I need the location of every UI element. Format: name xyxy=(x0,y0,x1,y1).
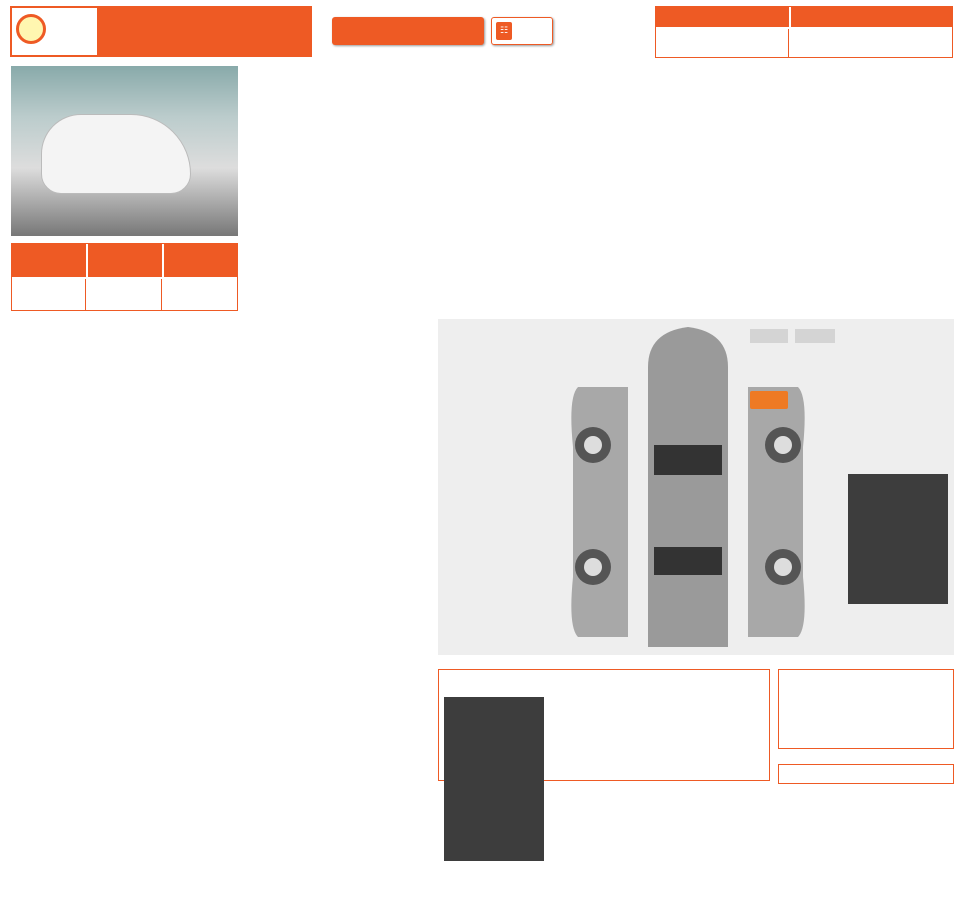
inside-outside-label xyxy=(750,329,788,343)
event-no-value xyxy=(656,29,789,57)
pickup-box xyxy=(778,669,954,749)
out-of-stock-label xyxy=(795,329,835,343)
car-top-body xyxy=(648,327,728,647)
group-label xyxy=(12,244,86,277)
car-left-side xyxy=(571,387,628,637)
car-right-side xyxy=(748,387,805,637)
special-badge[interactable] xyxy=(750,391,788,409)
side-windows-panel xyxy=(848,474,948,604)
item-no-label xyxy=(791,7,953,27)
windshield-shape xyxy=(654,445,722,475)
interior-label xyxy=(164,244,237,277)
header-banner xyxy=(10,6,312,57)
hub-rl xyxy=(584,558,602,576)
pdf-icon: ☷ xyxy=(496,22,512,40)
logo xyxy=(12,8,97,55)
rear-window-shape xyxy=(654,547,722,575)
crew-value xyxy=(778,764,954,784)
group-value xyxy=(12,279,86,310)
evaluation-box xyxy=(11,243,238,311)
hub-fl xyxy=(584,436,602,454)
maintenance-history-button[interactable] xyxy=(332,17,484,45)
event-no-label xyxy=(656,7,789,27)
output-pdf-button[interactable] xyxy=(491,17,553,45)
car-image xyxy=(41,114,191,194)
score-label xyxy=(88,244,162,277)
hub-rr xyxy=(774,558,792,576)
interior-value xyxy=(164,279,237,310)
logo-ring-icon xyxy=(16,14,46,44)
score-value xyxy=(88,279,162,310)
main-photo[interactable] xyxy=(11,66,238,236)
event-item-box xyxy=(655,6,953,58)
hub-fr xyxy=(774,436,792,454)
car-outline-diagram xyxy=(568,327,848,647)
item-no-value xyxy=(791,29,953,57)
side-windows-overlay xyxy=(444,697,544,861)
damage-diagram xyxy=(438,319,954,655)
